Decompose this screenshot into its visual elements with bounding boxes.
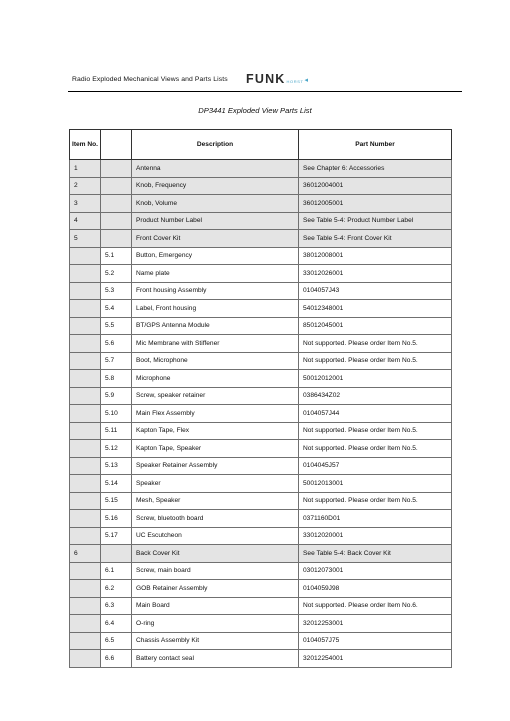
cell-sub-item-no: 5.7 xyxy=(101,352,132,370)
cell-part-number: Not supported. Please order Item No.5. xyxy=(299,440,452,458)
cell-sub-item-no: 5.16 xyxy=(101,510,132,528)
cell-item-no xyxy=(70,632,101,650)
cell-part-number: See Table 5-4: Product Number Label xyxy=(299,212,452,230)
cell-description: Chassis Assembly Kit xyxy=(132,632,299,650)
cell-part-number: 0104059J98 xyxy=(299,580,452,598)
table-row xyxy=(70,405,452,423)
table-row xyxy=(70,527,452,545)
cell-description: Knob, Frequency xyxy=(132,177,299,195)
cell-description: Knob, Volume xyxy=(132,195,299,213)
table-row xyxy=(70,580,452,598)
cell-item-no: 2 xyxy=(70,177,101,195)
cell-part-number: 0104057J75 xyxy=(299,632,452,650)
table-row xyxy=(70,247,452,265)
table-row xyxy=(70,457,452,475)
table-row xyxy=(70,265,452,283)
cell-sub-item-no: 6.1 xyxy=(101,562,132,580)
cell-sub-item-no: 6.3 xyxy=(101,597,132,615)
document-title: DP3441 Exploded View Parts List xyxy=(198,106,312,115)
cell-part-number: 50012012001 xyxy=(299,370,452,388)
cell-item-no xyxy=(70,492,101,510)
cell-part-number: 85012045001 xyxy=(299,317,452,335)
cell-sub-item-no xyxy=(101,177,132,195)
cell-description: Screw, main board xyxy=(132,562,299,580)
cell-description: Screw, speaker retainer xyxy=(132,387,299,405)
cell-item-no: 6 xyxy=(70,545,101,563)
cell-description: Main Flex Assembly xyxy=(132,405,299,423)
cell-item-no: 4 xyxy=(70,212,101,230)
cell-sub-item-no: 5.3 xyxy=(101,282,132,300)
col-header-item: Item No. xyxy=(70,130,101,160)
cell-item-no xyxy=(70,265,101,283)
table-row xyxy=(70,475,452,493)
cell-sub-item-no: 5.15 xyxy=(101,492,132,510)
table-row xyxy=(70,370,452,388)
cell-item-no xyxy=(70,300,101,318)
cell-sub-item-no: 6.4 xyxy=(101,615,132,633)
cell-item-no xyxy=(70,615,101,633)
cell-part-number: Not supported. Please order Item No.5. xyxy=(299,352,452,370)
table-row xyxy=(70,562,452,580)
cell-description: Front housing Assembly xyxy=(132,282,299,300)
cell-part-number: See Table 5-4: Front Cover Kit xyxy=(299,230,452,248)
cell-sub-item-no xyxy=(101,230,132,248)
cell-part-number: 0104057J44 xyxy=(299,405,452,423)
cell-sub-item-no xyxy=(101,195,132,213)
table-row xyxy=(70,212,452,230)
cell-item-no xyxy=(70,317,101,335)
cell-item-no xyxy=(70,282,101,300)
table-body xyxy=(70,160,452,668)
cell-sub-item-no: 5.8 xyxy=(101,370,132,388)
cell-description: Main Board xyxy=(132,597,299,615)
cell-description: Mic Membrane with Stiffener xyxy=(132,335,299,353)
table-row xyxy=(70,335,452,353)
cell-sub-item-no xyxy=(101,160,132,178)
cell-sub-item-no: 6.5 xyxy=(101,632,132,650)
table-row xyxy=(70,282,452,300)
cell-part-number: 54012348001 xyxy=(299,300,452,318)
table-row xyxy=(70,195,452,213)
cell-sub-item-no: 5.5 xyxy=(101,317,132,335)
cell-description: Kapton Tape, Speaker xyxy=(132,440,299,458)
cell-item-no: 1 xyxy=(70,160,101,178)
cell-item-no xyxy=(70,457,101,475)
cell-description: BT/GPS Antenna Module xyxy=(132,317,299,335)
cell-description: Battery contact seal xyxy=(132,650,299,668)
cell-item-no: 3 xyxy=(70,195,101,213)
table-row xyxy=(70,545,452,563)
cell-part-number: 36012004001 xyxy=(299,177,452,195)
cell-description: Kapton Tape, Flex xyxy=(132,422,299,440)
table-row xyxy=(70,352,452,370)
cell-part-number: 33012020001 xyxy=(299,527,452,545)
brand-logo xyxy=(246,72,308,86)
table-row xyxy=(70,160,452,178)
cell-sub-item-no: 5.17 xyxy=(101,527,132,545)
table-row xyxy=(70,230,452,248)
cell-part-number: 0104057J43 xyxy=(299,282,452,300)
cell-part-number: 50012013001 xyxy=(299,475,452,493)
cell-item-no xyxy=(70,370,101,388)
cell-item-no xyxy=(70,387,101,405)
cell-sub-item-no: 5.2 xyxy=(101,265,132,283)
cell-description: Back Cover Kit xyxy=(132,545,299,563)
cell-description: Button, Emergency xyxy=(132,247,299,265)
cell-sub-item-no: 5.6 xyxy=(101,335,132,353)
cell-part-number: 32012254001 xyxy=(299,650,452,668)
cell-item-no xyxy=(70,562,101,580)
table-row xyxy=(70,300,452,318)
cell-item-no xyxy=(70,475,101,493)
cell-part-number: 32012253001 xyxy=(299,615,452,633)
cell-item-no xyxy=(70,422,101,440)
cell-description: Product Number Label xyxy=(132,212,299,230)
cell-sub-item-no: 5.13 xyxy=(101,457,132,475)
cell-item-no xyxy=(70,650,101,668)
cell-item-no xyxy=(70,510,101,528)
page-header xyxy=(70,70,462,92)
table-row xyxy=(70,492,452,510)
cell-description: Speaker Retainer Assembly xyxy=(132,457,299,475)
cell-sub-item-no: 6.6 xyxy=(101,650,132,668)
cell-part-number: 36012005001 xyxy=(299,195,452,213)
cell-part-number: Not supported. Please order Item No.6. xyxy=(299,597,452,615)
table-row xyxy=(70,422,452,440)
cell-part-number: 0371160D01 xyxy=(299,510,452,528)
cell-description: Front Cover Kit xyxy=(132,230,299,248)
cell-description: Microphone xyxy=(132,370,299,388)
cell-sub-item-no: 5.11 xyxy=(101,422,132,440)
col-header-sub xyxy=(101,130,132,160)
cell-sub-item-no: 6.2 xyxy=(101,580,132,598)
cell-description: O-ring xyxy=(132,615,299,633)
table-row xyxy=(70,440,452,458)
cell-part-number: See Table 5-4: Back Cover Kit xyxy=(299,545,452,563)
table-header-row xyxy=(70,130,452,160)
table-row xyxy=(70,510,452,528)
table-row xyxy=(70,632,452,650)
table-row xyxy=(70,387,452,405)
cell-part-number: Not supported. Please order Item No.5. xyxy=(299,335,452,353)
cell-sub-item-no xyxy=(101,212,132,230)
cell-description: Speaker xyxy=(132,475,299,493)
cell-description: Antenna xyxy=(132,160,299,178)
cell-part-number: 33012026001 xyxy=(299,265,452,283)
col-header-description: Description xyxy=(132,130,299,160)
cell-item-no: 5 xyxy=(70,230,101,248)
cell-item-no xyxy=(70,352,101,370)
table-row xyxy=(70,615,452,633)
cell-description: Screw, bluetooth board xyxy=(132,510,299,528)
cell-item-no xyxy=(70,440,101,458)
table-row xyxy=(70,597,452,615)
cell-part-number: See Chapter 6: Accessories xyxy=(299,160,452,178)
cell-sub-item-no xyxy=(101,545,132,563)
cell-description: UC Escutcheon xyxy=(132,527,299,545)
cell-description: Mesh, Speaker xyxy=(132,492,299,510)
cell-part-number: 03012073001 xyxy=(299,562,452,580)
header-divider xyxy=(68,91,462,92)
cell-part-number: 38012008001 xyxy=(299,247,452,265)
cell-description: GOB Retainer Assembly xyxy=(132,580,299,598)
cell-part-number: Not supported. Please order Item No.5. xyxy=(299,422,452,440)
col-header-part-number: Part Number xyxy=(299,130,452,160)
cell-item-no xyxy=(70,597,101,615)
cell-part-number: 0104045J57 xyxy=(299,457,452,475)
logo-sub-text: HORST xyxy=(286,79,304,84)
logo-mark-icon: ◂ xyxy=(304,77,309,84)
cell-item-no xyxy=(70,247,101,265)
parts-list-table xyxy=(69,129,452,668)
cell-item-no xyxy=(70,405,101,423)
cell-description: Label, Front housing xyxy=(132,300,299,318)
cell-sub-item-no: 5.12 xyxy=(101,440,132,458)
table-row xyxy=(70,177,452,195)
cell-part-number: Not supported. Please order Item No.5. xyxy=(299,492,452,510)
cell-sub-item-no: 5.9 xyxy=(101,387,132,405)
cell-description: Name plate xyxy=(132,265,299,283)
cell-sub-item-no: 5.4 xyxy=(101,300,132,318)
logo-main-text: FUNK xyxy=(246,72,286,86)
cell-part-number: 0386434Z02 xyxy=(299,387,452,405)
cell-sub-item-no: 5.1 xyxy=(101,247,132,265)
cell-item-no xyxy=(70,335,101,353)
table-row xyxy=(70,317,452,335)
table-row xyxy=(70,650,452,668)
header-title: Radio Exploded Mechanical Views and Parts Lists xyxy=(72,76,228,83)
cell-sub-item-no: 5.14 xyxy=(101,475,132,493)
cell-sub-item-no: 5.10 xyxy=(101,405,132,423)
cell-item-no xyxy=(70,527,101,545)
cell-item-no xyxy=(70,580,101,598)
cell-description: Boot, Microphone xyxy=(132,352,299,370)
